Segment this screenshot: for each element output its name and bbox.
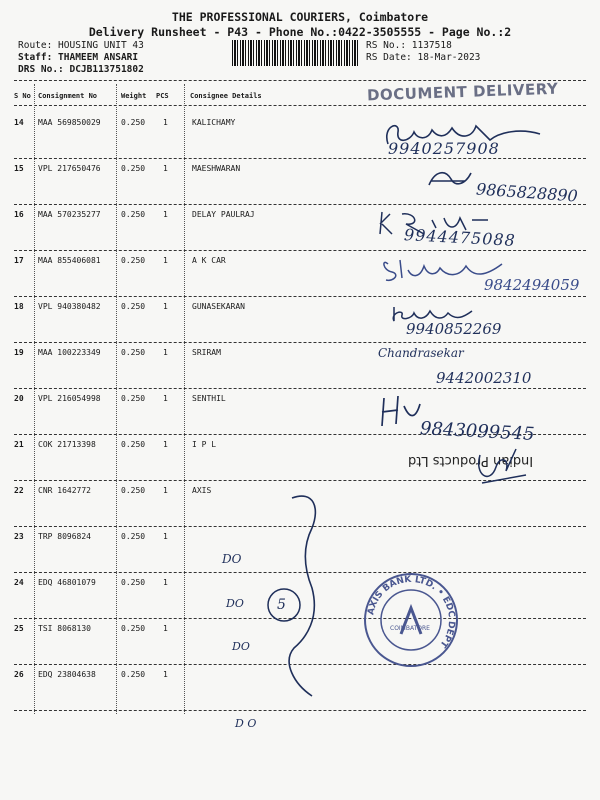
col-header-sno: S No	[14, 92, 31, 100]
row-weight: 0.250	[121, 394, 146, 403]
row-consignee: A K CAR	[192, 256, 226, 265]
runsheet-title: Delivery Runsheet - P43 - Phone No.:0422-3505555 - Page No.:2	[88, 25, 512, 39]
row-consignee: DELAY PAULRAJ	[192, 210, 255, 219]
row-consignment-no: VPL 216054998	[38, 394, 101, 403]
row-sno: 25	[14, 624, 24, 633]
phone-20: 9843099545	[419, 418, 536, 445]
row-pcs: 1	[163, 394, 168, 403]
row-weight: 0.250	[121, 532, 146, 541]
row-sno: 18	[14, 302, 24, 311]
row-consignment-no: TSI 8068130	[38, 624, 91, 633]
axis-stamp-center: COIMBATORE	[390, 625, 430, 632]
handwritten-do-2: DO	[226, 597, 244, 610]
row-divider	[14, 388, 586, 389]
row-consignment-no: MAA 570235277	[38, 210, 101, 219]
row-weight: 0.250	[121, 348, 146, 357]
row-pcs: 1	[163, 532, 168, 541]
row-sno: 22	[14, 486, 24, 495]
rs-number: RS No.: 1137518	[366, 40, 452, 51]
row-pcs: 1	[163, 440, 168, 449]
row-consignment-no: EDQ 23804638	[38, 670, 96, 679]
row-divider	[14, 296, 586, 297]
row-consignment-no: TRP 8096824	[38, 532, 91, 541]
row-consignment-no: MAA 569850029	[38, 118, 101, 127]
row-consignment-no: COK 21713398	[38, 440, 96, 449]
row-consignee: SENTHIL	[192, 394, 226, 403]
row-consignment-no: VPL 940380482	[38, 302, 101, 311]
drs-number: DRS No.: DCJB113751802	[18, 64, 144, 75]
handwritten-name-19: Chandrasekar	[378, 346, 464, 360]
row-weight: 0.250	[121, 624, 146, 633]
phone-17: 9842494059	[484, 276, 580, 294]
row-pcs: 1	[163, 624, 168, 633]
row-sno: 20	[14, 394, 24, 403]
row-consignee: GUNASEKARAN	[192, 302, 245, 311]
row-divider	[14, 158, 586, 159]
handwritten-do-1: DO	[222, 552, 242, 566]
axis-bank-stamp	[361, 570, 461, 670]
phone-18: 9940852269	[406, 320, 502, 338]
row-weight: 0.250	[121, 302, 146, 311]
row-sno: 26	[14, 670, 24, 679]
company-title: THE PROFESSIONAL COURIERS, Coimbatore	[171, 10, 429, 24]
row-pcs: 1	[163, 578, 168, 587]
handwritten-do-4: D O	[235, 717, 257, 730]
row-pcs: 1	[163, 118, 168, 127]
row-sno: 14	[14, 118, 24, 127]
row-divider	[14, 250, 586, 251]
row-consignee: AXIS	[192, 486, 212, 495]
row-sno: 16	[14, 210, 24, 219]
row-pcs: 1	[163, 210, 168, 219]
barcode	[232, 40, 360, 66]
row-sno: 15	[14, 164, 24, 173]
row-weight: 0.250	[121, 670, 146, 679]
phone-16: 9944475088	[403, 225, 517, 250]
signature-15	[425, 167, 475, 191]
row-sno: 17	[14, 256, 24, 265]
row-pcs: 1	[163, 164, 168, 173]
row-divider	[14, 710, 586, 711]
row-divider	[14, 342, 586, 343]
row-consignee: MAESHWARAN	[192, 164, 241, 173]
row-pcs: 1	[163, 302, 168, 311]
axis-ring-text: AXIS BANK LTD. • EDC DEPT	[366, 574, 457, 650]
row-sno: 21	[14, 440, 24, 449]
col-header-consignee: Consignee Details	[190, 92, 262, 100]
rs-date: RS Date: 18-Mar-2023	[366, 52, 481, 63]
row-consignee: I P L	[192, 440, 217, 449]
row-pcs: 1	[163, 256, 168, 265]
row-pcs: 1	[163, 348, 168, 357]
row-consignment-no: MAA 855406081	[38, 256, 101, 265]
row-sno: 19	[14, 348, 24, 357]
signature-21	[470, 445, 530, 490]
phone-15: 9865828890	[475, 179, 579, 206]
row-consignment-no: CNR 1642772	[38, 486, 91, 495]
signature-20	[376, 392, 426, 432]
phone-19: 9442002310	[436, 369, 532, 387]
row-sno: 23	[14, 532, 24, 541]
row-consignee: KALICHAMY	[192, 118, 236, 127]
document-delivery-stamp: DOCUMENT DELIVERY	[366, 79, 559, 105]
row-weight: 0.250	[121, 256, 146, 265]
row-consignee: SRIRAM	[192, 348, 221, 357]
row-pcs: 1	[163, 486, 168, 495]
row-weight: 0.250	[121, 578, 146, 587]
row-pcs: 1	[163, 670, 168, 679]
indian-products-stamp: Indian Products Ltd	[408, 453, 534, 468]
route-label: Route: HOUSING UNIT 43	[18, 40, 144, 51]
row-weight: 0.250	[121, 486, 146, 495]
row-consignment-no: VPL 217650476	[38, 164, 101, 173]
circled-count: 5	[277, 597, 286, 613]
row-weight: 0.250	[121, 440, 146, 449]
row-weight: 0.250	[121, 118, 146, 127]
row-consignment-no: EDQ 46801079	[38, 578, 96, 587]
row-weight: 0.250	[121, 210, 146, 219]
row-consignment-no: MAA 100223349	[38, 348, 101, 357]
col-header-consignment: Consignment No	[38, 92, 98, 100]
row-divider	[14, 204, 586, 205]
col-header-weight: Weight	[121, 92, 147, 100]
handwritten-do-3: DO	[232, 640, 250, 653]
row-weight: 0.250	[121, 164, 146, 173]
row-sno: 24	[14, 578, 24, 587]
staff-label: Staff: THAMEEM ANSARI	[18, 52, 139, 63]
column-divider	[14, 105, 586, 106]
phone-14: 9940257908	[388, 139, 500, 158]
col-header-pcs: PCS	[156, 92, 169, 100]
bracket-scribble	[254, 488, 334, 708]
